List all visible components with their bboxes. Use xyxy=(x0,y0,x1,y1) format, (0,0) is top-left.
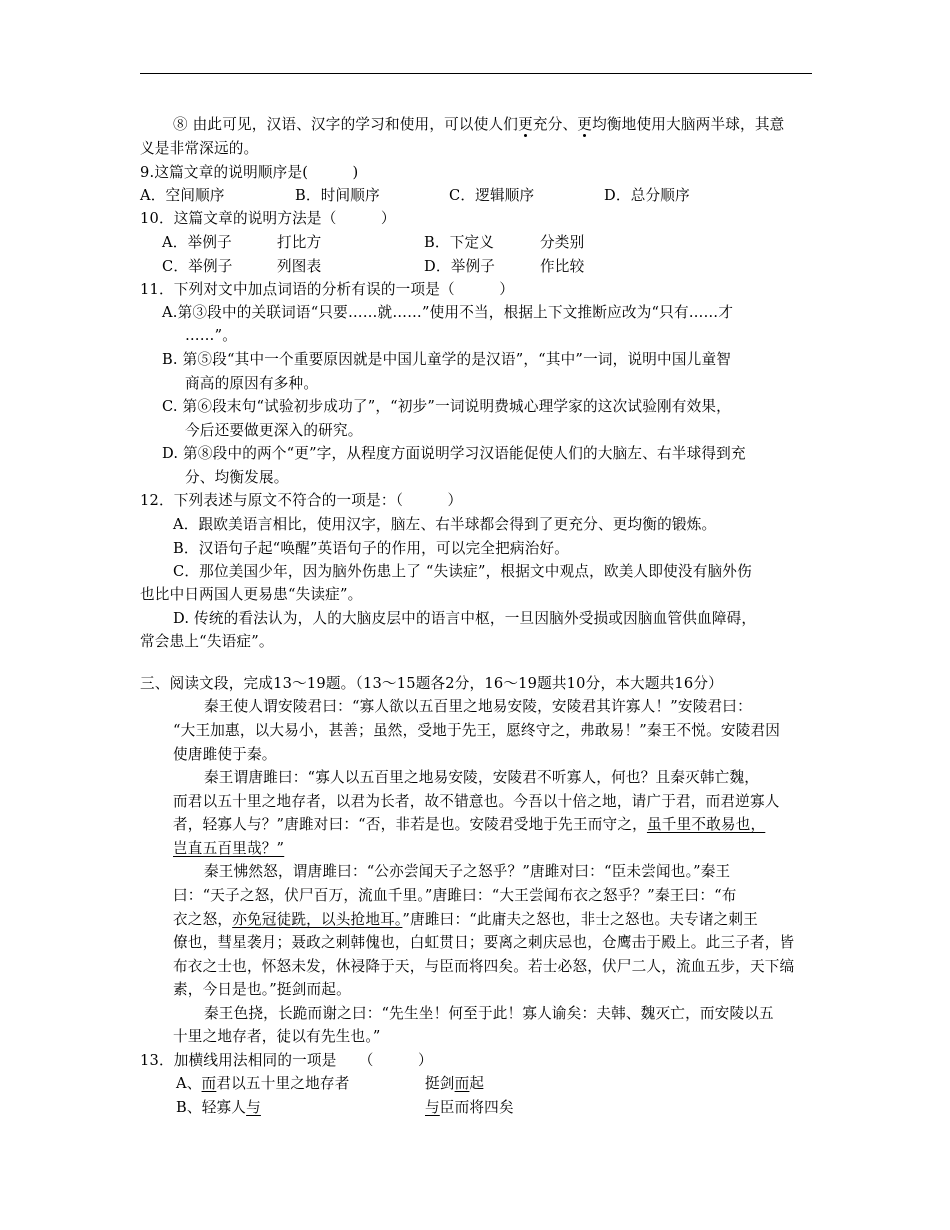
underlined-word-yu-1: 与 xyxy=(246,1099,261,1116)
underlined-sentence-1b: 岂直五百里哉？” xyxy=(173,840,285,857)
option-a-right-pre: 挺剑 xyxy=(425,1075,455,1092)
passage-p2-line-1: 秦王谓唐雎曰：“寡人以五百里之地易安陵，安陵君不听寡人，何也？且秦灭韩亡魏， xyxy=(204,769,760,786)
question-10-stem: 10．这篇文章的说明方法是（ ） xyxy=(140,210,396,227)
question-10-option-b: B．下定义 xyxy=(424,234,495,251)
paragraph-8-text-b: 充分、 xyxy=(532,116,578,133)
question-13-option-a-right xyxy=(425,1074,484,1094)
passage-p1-line-1: 秦王使人谓安陵君曰：“寡人欲以五百里之地易安陵，安陵君其许寡人！”安陵君曰： xyxy=(204,698,752,715)
question-9-stem: 9.这篇文章的说明顺序是( ) xyxy=(140,164,359,181)
passage-p3-line-4: 僚也，彗星袭月；聂政之刺韩傀也，白虹贯日；要离之刺庆忌也，仓鹰击于殿上。此三子者，皆 xyxy=(173,934,795,951)
dotted-word-geng-2: 更 xyxy=(577,116,593,133)
question-10-option-c-method: 列图表 xyxy=(277,258,322,275)
question-12-option-b: B．汉语句子起“唤醒”英语句子的作用，可以完全把病治好。 xyxy=(173,540,570,557)
question-12-option-d-line-1: D. 传统的看法认为，人的大脑皮层中的语言中枢，一旦因脑外受损或因脑血管供血障碍， xyxy=(173,610,757,627)
passage-p1-line-2: “大王加惠，以大易小，甚善；虽然，受地于先王，愿终守之，弗敢易！”秦王不悦。安陵君因 xyxy=(173,722,781,739)
passage-p3-line-3 xyxy=(173,910,758,930)
option-b-left-pre: B、轻寡人 xyxy=(176,1099,247,1116)
passage-p4-line-1: 秦王色挠，长跪而谢之曰：“先生坐！何至于此！寡人谕矣：夫韩、魏灭亡，而安陵以五 xyxy=(204,1005,774,1022)
question-10-option-a-method: 打比方 xyxy=(277,234,322,251)
passage-p1-line-3: 使唐雎使于秦。 xyxy=(173,746,277,763)
passage-p2-line-4 xyxy=(173,839,284,859)
underlined-sentence-1a: 虽千里不敢易也， xyxy=(646,816,766,833)
question-11-option-d-line-2: 分、均衡发展。 xyxy=(185,469,289,486)
header-rule xyxy=(140,73,812,74)
passage-p3-line-5: 布衣之士也，怀怒未发，休祲降于天，与臣而将四矣。若士必怒，伏尸二人，流血五步，天下缟 xyxy=(173,958,795,975)
question-10-option-d: D．举例子 xyxy=(424,258,496,275)
question-11-stem: 11．下列对文中加点词语的分析有误的一项是（ ） xyxy=(140,281,515,298)
option-a-left-rest: 君以五十里之地存者 xyxy=(216,1075,350,1092)
question-13-option-a-left xyxy=(176,1074,350,1094)
question-9-option-c: C．逻辑顺序 xyxy=(449,187,535,204)
option-a-right-post: 起 xyxy=(469,1075,485,1092)
question-13-stem: 13．加横线用法相同的一项是 （ ） xyxy=(140,1052,433,1069)
section-3-heading: 三、阅读文段，完成13～19题。（13～15题各2分，16～19题共10分，本大题共16分） xyxy=(140,675,723,692)
paragraph-8-text-c: 均衡地使用大脑两半球，其意 xyxy=(592,116,785,133)
passage-p2-line-3-text: 者，轻寡人与？”唐雎对曰：“否，非若是也。安陵君受地于先王而守之， xyxy=(173,816,647,833)
question-11-option-a-line-1: A.第③段中的关联词语“只要……就……”使用不当，根据上下文推断应改为“只有……才 xyxy=(162,304,734,321)
option-b-right-post: 臣而将四矣 xyxy=(439,1099,514,1116)
question-12-option-c-line-2: 也比中日两国人更易患“失读症”。 xyxy=(140,586,363,603)
paragraph-8-text-a: ⑧ 由此可见，汉语、汉字的学习和使用，可以使人们 xyxy=(173,116,519,133)
question-10-option-c: C．举例子 xyxy=(162,258,233,275)
question-12-stem: 12．下列表述与原文不符合的一项是：（ ） xyxy=(140,492,463,509)
question-10-option-b-method: 分类别 xyxy=(540,234,585,251)
paragraph-8-line-2: 义是非常深远的。 xyxy=(140,140,259,157)
dotted-word-geng-1: 更 xyxy=(518,116,533,133)
passage-p3-line-2: 曰：“天子之怒，伏尸百万，流血千里。”唐雎曰：“大王尝闻布衣之怒乎？”秦王曰：“布 xyxy=(173,887,737,904)
passage-p3-line-3-text-b: ”唐雎曰：“此庸夫之怒也，非士之怒也。夫专诸之刺王 xyxy=(402,911,759,928)
passage-p2-line-2: 而君以五十里之地存者，以君为长者，故不错意也。今吾以十倍之地，请广于君，而君逆寡人 xyxy=(173,793,780,810)
question-9-option-b: B．时间顺序 xyxy=(295,187,380,204)
question-11-option-a-line-2: ……”。 xyxy=(185,327,238,344)
passage-p3-line-3-text-a: 衣之怒， xyxy=(173,911,233,928)
question-13-option-b-right xyxy=(425,1098,514,1118)
passage-p3-line-6: 素，今日是也。”挺剑而起。 xyxy=(173,981,351,998)
passage-p2-line-3 xyxy=(173,815,765,835)
question-12-option-d-line-2: 常会患上“失语症”。 xyxy=(140,633,274,650)
underlined-word-yu-2: 与 xyxy=(425,1099,440,1116)
option-a-label: A、 xyxy=(176,1075,202,1092)
passage-p4-line-2: 十里之地存者，徒以有先生也。” xyxy=(173,1028,381,1045)
underlined-sentence-2: 亦免冠徒跣，以头抢地耳。 xyxy=(232,911,403,928)
underlined-word-er-2: 而 xyxy=(454,1075,470,1092)
question-10-option-a: A．举例子 xyxy=(162,234,232,251)
paragraph-8-line-1 xyxy=(173,115,784,135)
question-10-option-d-method: 作比较 xyxy=(540,258,585,275)
question-12-option-c-line-1: C．那位美国少年，因为脑外伤患上了 “失读症”，根据文中观点，欧美人即使没有脑外伤 xyxy=(173,563,752,580)
question-11-option-d-line-1: D. 第⑧段中的两个“更”字，从程度方面说明学习汉语能促使人们的大脑左、右半球得到充 xyxy=(162,445,746,462)
question-11-option-c-line-2: 今后还要做更深入的研究。 xyxy=(185,422,363,439)
question-11-option-c-line-1: C. 第⑥段末句“试验初步成功了”，“初步”一词说明费城心理学家的这次试验刚有效果， xyxy=(162,398,731,415)
underlined-word-er-1: 而 xyxy=(201,1075,217,1092)
question-13-option-b-left xyxy=(176,1098,261,1118)
question-11-option-b-line-1: B. 第⑤段“其中一个重要原因就是中国儿童学的是汉语”，“其中”一词，说明中国儿童智 xyxy=(162,351,732,368)
question-11-option-b-line-2: 商高的原因有多种。 xyxy=(185,375,319,392)
question-9-option-a: A．空间顺序 xyxy=(140,187,225,204)
question-12-option-a: A．跟欧美语言相比，使用汉字，脑左、右半球都会得到了更充分、更均衡的锻炼。 xyxy=(173,516,717,533)
question-9-option-d: D．总分顺序 xyxy=(604,187,690,204)
passage-p3-line-1: 秦王怫然怒，谓唐雎曰：“公亦尝闻天子之怒乎？”唐雎对曰：“臣未尝闻也。”秦王 xyxy=(204,863,731,880)
